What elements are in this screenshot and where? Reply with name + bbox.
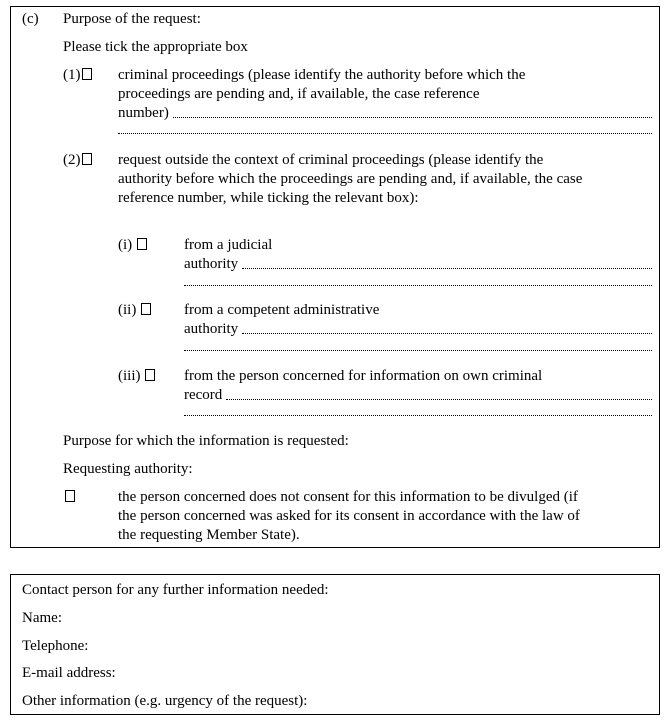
option1-line2: proceedings are pending and, if available, the case reference (118, 86, 480, 102)
name-label: Name: (22, 610, 62, 626)
sub-i-extra-line[interactable] (184, 285, 652, 286)
consent-line1: the person concerned does not consent for this information to be divulged (if (118, 489, 578, 505)
consent-checkbox[interactable] (65, 490, 75, 502)
consent-line3: the requesting Member State). (118, 527, 300, 543)
option1-checkbox[interactable] (82, 68, 92, 80)
other-info-label: Other information (e.g. urgency of the request): (22, 693, 308, 709)
dotted-line (242, 333, 652, 334)
dotted-line (242, 268, 652, 269)
sub-ii-marker: (ii) (118, 301, 151, 319)
section-letter: (c) (22, 11, 39, 27)
instruction-text: Please tick the appropriate box (63, 39, 248, 55)
dotted-line (226, 399, 652, 400)
purpose-label: Purpose for which the information is requested: (63, 433, 349, 449)
sub-i-line1: from a judicial (184, 237, 273, 253)
contact-heading: Contact person for any further information needed: (22, 582, 329, 598)
option1-line1: criminal proceedings (please identify the authority before which the (118, 67, 526, 83)
sub-i-marker: (i) (118, 236, 147, 254)
sub-iii-line1: from the person concerned for information on own criminal (184, 368, 543, 384)
option2-checkbox[interactable] (82, 153, 92, 165)
dotted-line (173, 117, 652, 118)
consent-marker (64, 488, 75, 506)
sub-i-line2: authority (184, 256, 239, 272)
sub-ii-field[interactable] (184, 320, 652, 338)
sub-ii-extra-line[interactable] (184, 350, 652, 351)
option1-reference-field[interactable] (118, 104, 652, 122)
email-label: E-mail address: (22, 665, 116, 681)
option2-line2: authority before which the proceedings are pending and, if available, the case (118, 171, 583, 187)
sub-iii-extra-line[interactable] (184, 415, 652, 416)
option2-marker: (2) (63, 151, 92, 169)
option2-line1: request outside the context of criminal proceedings (please identify the (118, 152, 544, 168)
telephone-label: Telephone: (22, 638, 89, 654)
sub-iii-marker: (iii) (118, 367, 155, 385)
sub-iii-field[interactable] (184, 386, 652, 404)
sub-ii-checkbox[interactable] (141, 303, 151, 315)
section-title: Purpose of the request: (63, 11, 201, 27)
option1-extra-line[interactable] (118, 133, 652, 134)
option2-line3: reference number, while ticking the relevant box): (118, 190, 419, 206)
sub-iii-line2: record (184, 387, 223, 403)
sub-ii-line2: authority (184, 321, 239, 337)
requesting-authority-label: Requesting authority: (63, 461, 193, 477)
option1-line3: number) (118, 105, 169, 121)
sub-i-checkbox[interactable] (137, 238, 147, 250)
sub-i-field[interactable] (184, 255, 652, 273)
sub-iii-checkbox[interactable] (145, 369, 155, 381)
option1-marker: (1) (63, 66, 92, 84)
consent-line2: the person concerned was asked for its consent in accordance with the law of (118, 508, 580, 524)
sub-ii-line1: from a competent administrative (184, 302, 380, 318)
